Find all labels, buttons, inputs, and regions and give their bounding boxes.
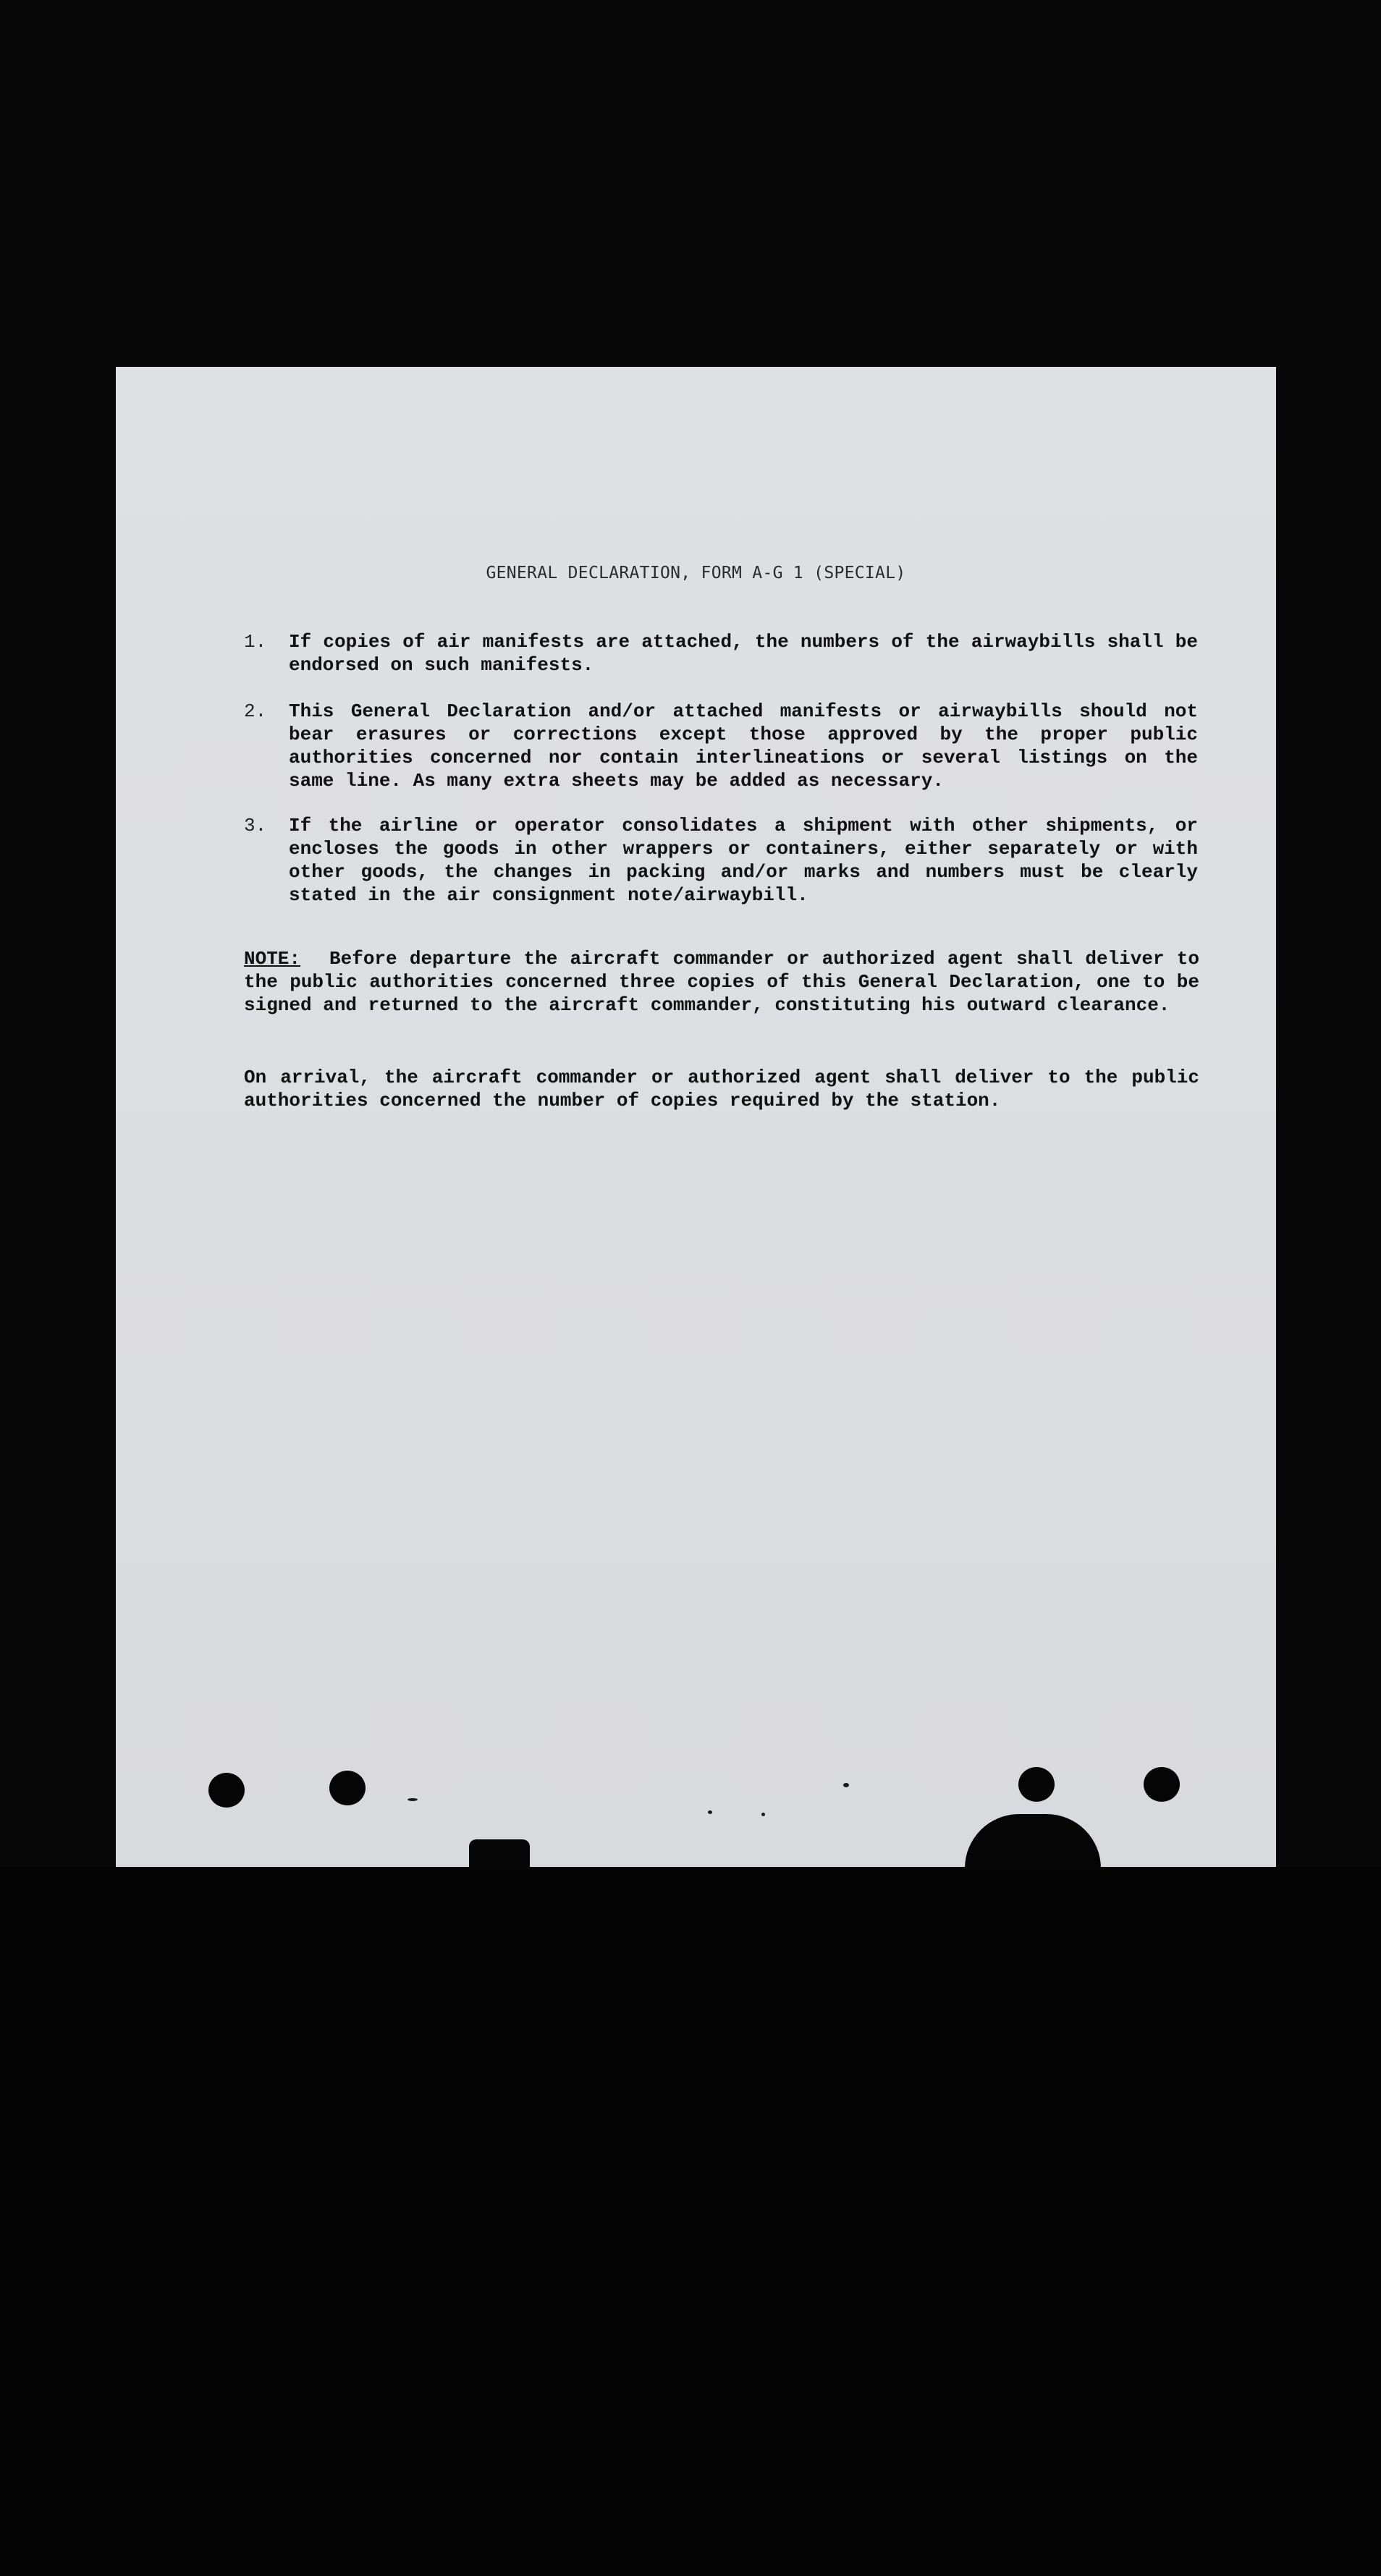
punch-hole (1018, 1767, 1055, 1802)
speck (407, 1798, 418, 1801)
instruction-item (244, 814, 1214, 908)
note-paragraph (244, 947, 1199, 1017)
page-title: GENERAL DECLARATION, FORM A-G 1 (SPECIAL) (486, 564, 906, 582)
arrival-paragraph: On arrival, the aircraft commander or authorized agent shall deliver to the public authorities concerned the number of copies required by the station. (244, 1067, 1199, 1111)
speck (708, 1810, 712, 1814)
document-page (116, 367, 1276, 1867)
punch-hole (208, 1773, 245, 1808)
instruction-item (244, 700, 1214, 794)
punch-hole (329, 1771, 366, 1805)
speck (843, 1783, 849, 1787)
item-text: If the airline or operator consolidates a shipment with other shipments, or encloses the goods in other wrappers or containers, either separately or with other goods, the changes in packing and/or marks and numbers must be clearly stated in the air consignment note/airwaybill. (289, 815, 1198, 906)
note-label: NOTE: (244, 948, 301, 970)
item-number: 3. (244, 815, 267, 836)
scan-lower-margin (0, 1867, 1381, 2576)
binder-clip (469, 1839, 530, 1868)
punch-hole (1144, 1767, 1180, 1802)
binder-clip (965, 1814, 1101, 1868)
note-text: Before departure the aircraft commander or authorized agent shall deliver to the public authorities concerned three copies of this General Declaration, one to be signed and returned to the aircraft commander, constituting his outward clearance. (244, 948, 1199, 1016)
instruction-item (244, 630, 1214, 681)
item-text: This General Declaration and/or attached manifests or airwaybills should not bear erasures or corrections except those approved by the proper public authorities concerned nor contain interlineations or several listings on the same line. As many extra sheets may be added as necessary. (289, 700, 1198, 792)
item-number: 2. (244, 700, 267, 722)
speck (761, 1813, 765, 1816)
item-number: 1. (244, 631, 267, 653)
item-text: If copies of air manifests are attached, the numbers of the airwaybills shall be endorsed on such manifests. (289, 631, 1198, 676)
